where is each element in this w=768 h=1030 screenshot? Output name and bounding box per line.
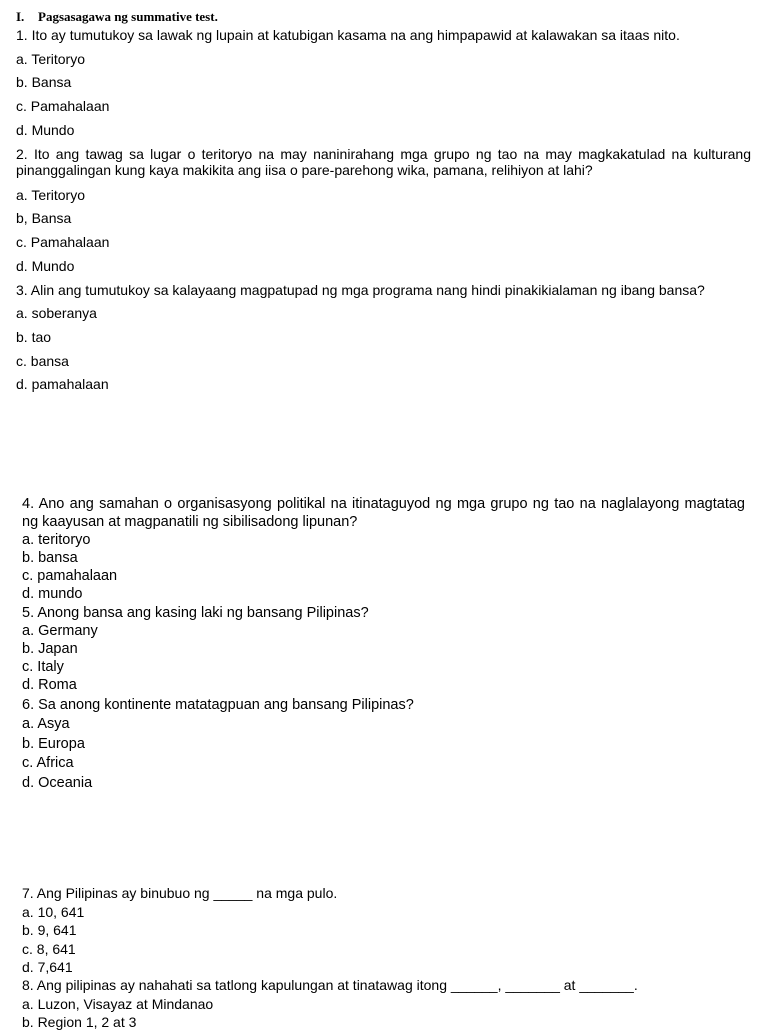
question-3-choice-b: b. tao — [16, 329, 52, 345]
question-1-choice-a: a. Teritoryo — [16, 51, 85, 67]
question-3-text: 3. Alin ang tumutukoy sa kalayaang magpatupad ng mga programa nang hindi pinakikialaman ng ibang bansa? — [16, 282, 705, 298]
question-6-choice-d: d. Oceania — [22, 775, 93, 791]
question-5-text: 5. Anong bansa ang kasing laki ng bansang Pilipinas? — [22, 605, 369, 621]
question-4-choice-b: b. bansa — [22, 550, 78, 566]
question-6-choice-a: a. Asya — [22, 716, 70, 732]
question-5-choice-b: b. Japan — [22, 641, 78, 657]
question-5-choice-c: c. Italy — [22, 659, 64, 675]
question-5-choice-d: d. Roma — [22, 677, 77, 693]
question-1-choice-d: d. Mundo — [16, 122, 75, 138]
question-6-text: 6. Sa anong kontinente matatagpuan ang bansang Pilipinas? — [22, 697, 414, 713]
question-7-choice-a: a. 10, 641 — [22, 904, 85, 920]
question-7-choice-b: b. 9, 641 — [22, 922, 77, 938]
question-4-text: 4. Ano ang samahan o organisasyong politikal na itinataguyod ng mga grupo ng tao na naglalayong magtatag ng kaayusan at magpanatili ng sibilisadong lipunan? — [22, 496, 745, 530]
question-7-text: 7. Ang Pilipinas ay binubuo ng _____ na mga pulo. — [22, 885, 338, 901]
question-4-choice-a: a. teritoryo — [22, 532, 91, 548]
question-6-choice-b: b. Europa — [22, 736, 85, 752]
question-8-choice-a: a. Luzon, Visayaz at Mindanao — [22, 996, 214, 1012]
question-3-choice-c: c. bansa — [16, 353, 69, 369]
question-3-choice-a: a. soberanya — [16, 305, 97, 321]
section-title: Pagsasagawa ng summative test. — [38, 9, 218, 24]
question-3-choice-d: d. pamahalaan — [16, 376, 109, 392]
question-8-choice-b: b. Region 1, 2 at 3 — [22, 1014, 137, 1030]
section-heading — [16, 9, 218, 25]
question-8-text: 8. Ang pilipinas ay nahahati sa tatlong kapulungan at tinatawag itong ______, _______ at _______. — [22, 977, 638, 993]
question-7-choice-d: d. 7,641 — [22, 959, 73, 975]
question-4-choice-d: d. mundo — [22, 586, 83, 602]
question-1-text: 1. Ito ay tumutukoy sa lawak ng lupain at katubigan kasama na ang himpapawid at kalawakan sa itaas nito. — [16, 27, 680, 43]
question-2-choice-b: b, Bansa — [16, 210, 72, 226]
section-number: I. — [16, 9, 25, 24]
question-2-choice-d: d. Mundo — [16, 258, 75, 274]
question-4-choice-c: c. pamahalaan — [22, 568, 118, 584]
question-7-choice-c: c. 8, 641 — [22, 941, 76, 957]
question-2-text: 2. Ito ang tawag sa lugar o teritoryo na may naninirahang mga grupo ng tao na may magkakatulad na kulturang pinanggalingan kung kaya makikita ang iisa o pare-parehong wika, pamana, relihiyon at lahi? — [16, 146, 751, 178]
question-1-choice-b: b. Bansa — [16, 74, 72, 90]
question-6-choice-c: c. Africa — [22, 755, 74, 771]
question-5-choice-a: a. Germany — [22, 623, 98, 639]
question-1-choice-c: c. Pamahalaan — [16, 98, 110, 114]
question-2-choice-a: a. Teritoryo — [16, 187, 85, 203]
question-2-choice-c: c. Pamahalaan — [16, 234, 110, 250]
